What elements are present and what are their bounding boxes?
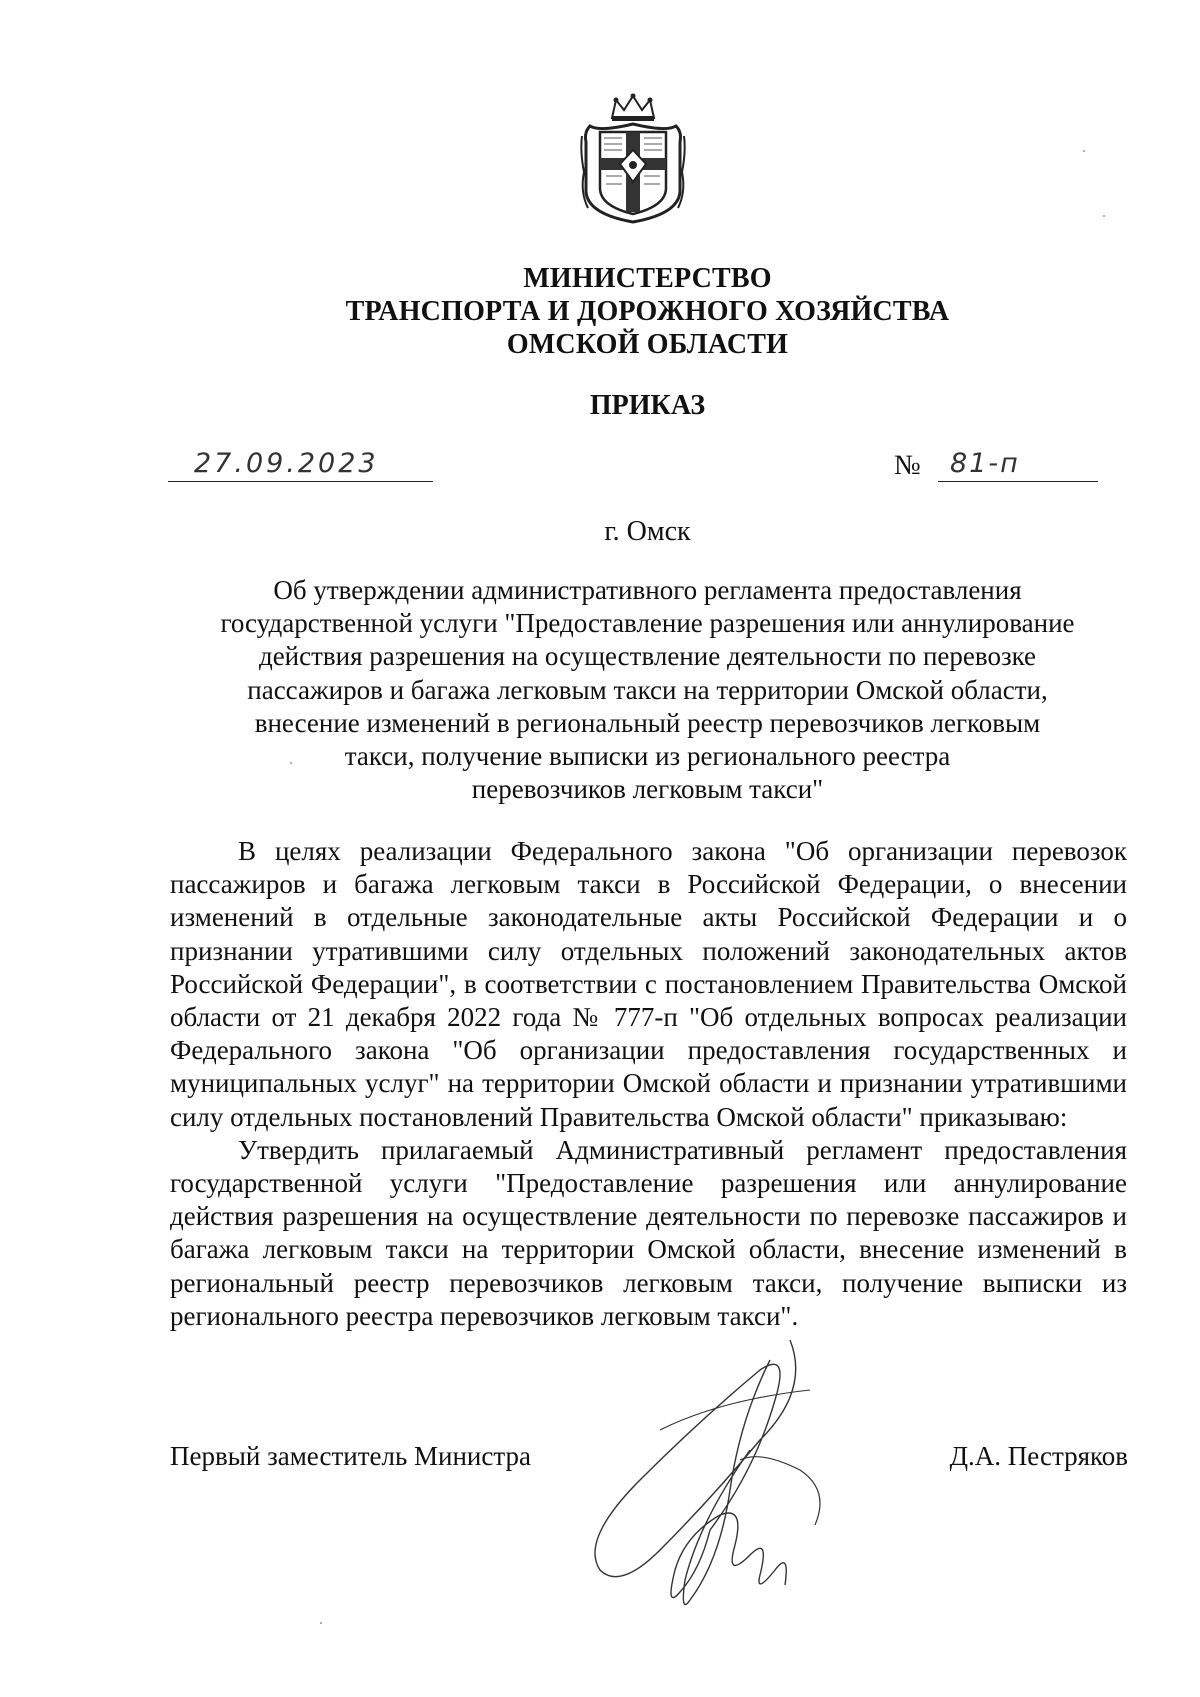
order-body [170,835,1127,1333]
scan-speck [290,762,292,764]
order-number-label: № [894,450,921,481]
city: г. Омск [604,516,691,547]
subject-line-7: перевозчиков легковым такси" [471,774,824,805]
order-number: 81-п [950,448,1020,479]
scan-speck [320,1622,322,1624]
order-date-field [168,445,433,482]
subject-line-2: государственной услуги "Предоставление разрешения или аннулирование [220,608,1075,639]
order-title: ПРИКАЗ [589,390,706,421]
scan-speck [1103,215,1105,217]
header-line-3: ОМСКОЙ ОБЛАСТИ [506,329,789,360]
subject-line-3: действия разрешения на осуществление деятельности по перевозке [258,641,1037,672]
signatory-title: Первый заместитель Министра [170,1441,531,1471]
subject-line-4: пассажиров и багажа легковым такси на территории Омской области, [247,674,1048,705]
header-line-1: МИНИСТЕРСТВО [523,263,772,294]
header-line-2: ТРАНСПОРТА И ДОРОЖНОГО ХОЗЯЙСТВА [345,296,950,327]
body-paragraph-1: В целях реализации Федерального закона "Об организации перевозок пассажиров и багажа легковым такси в Российской Федерации, о внесении изменений в отдельные законодательные акты Российской Федерации и о признании утратившими силу отдельных положений законодательных актов Российской Федерации", в соответствии с постановлением Правительства Омской области от 21 декабря 2022 года № 777-п "Об отдельных вопросах реализации Федерального закона "Об организации предоставления государственных и муниципальных услуг" на территории Омской области и признании утратившими силу отдельных постановлений Правительства Омской области" приказываю: [170,836,1127,1132]
order-number-field [938,445,1098,482]
subject-line-6: такси, получение выписки из регионального реестра [344,741,951,772]
subject-line-1: Об утверждении административного регламента предоставления [273,575,1022,605]
coat-of-arms-icon [578,92,688,226]
signatory-name: Д.А. Пестряков [949,1441,1128,1471]
signature-icon [560,1330,860,1620]
order-subject [170,574,1125,806]
order-date: 27.09.2023 [194,448,379,479]
subject-line-5: внесение изменений в региональный реестр перевозчиков легковым [254,707,1041,738]
ministry-header [170,262,1125,361]
body-paragraph-2: Утвердить прилагаемый Административный регламент предоставления государственной услуги "Предоставление разрешения или аннулирование действия разрешения на осуществление деятельности по перевозке пассажиров и багажа легковым такси на территории Омской области, внесение изменений в региональный реестр перевозчиков легковым такси, получение выписки из регионального реестра перевозчиков легковым такси". [170,1134,1127,1331]
scan-speck [1083,150,1085,152]
